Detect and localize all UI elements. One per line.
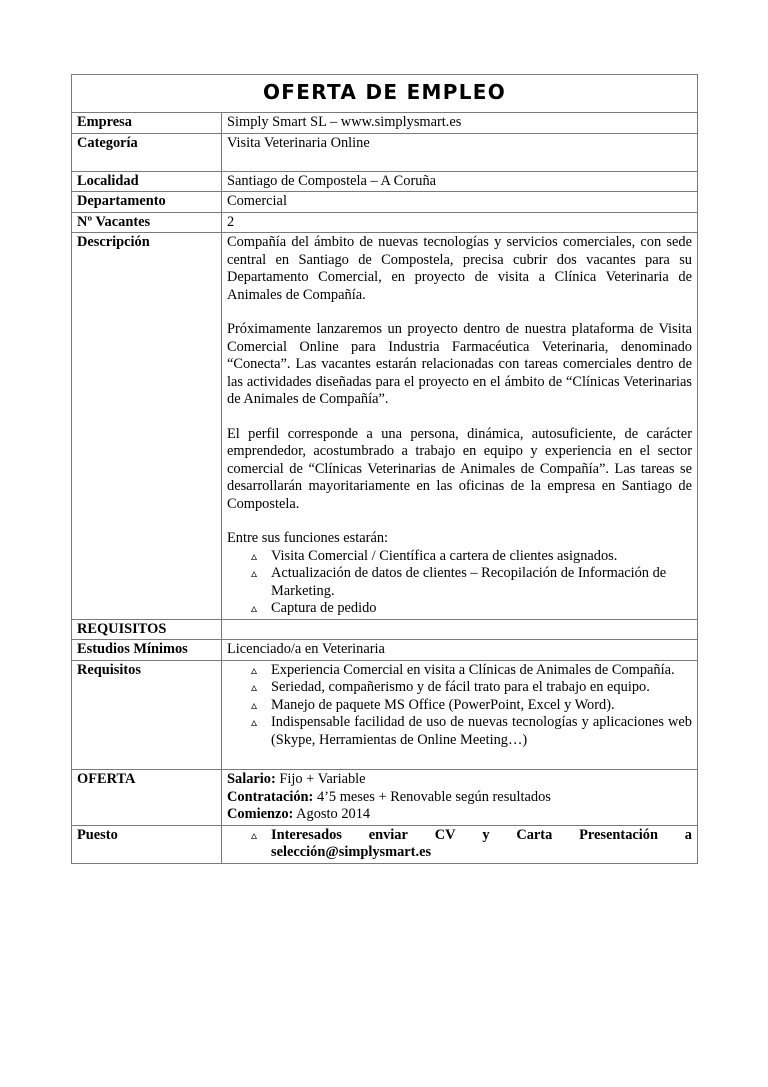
list-item: ▵ Seriedad, compañerismo y de fácil trato para el trabajo en equipo. (251, 679, 650, 695)
descripcion-paragraph-1: Compañía del ámbito de nuevas tecnologías y servicios comerciales, con sede central en Santiago de Compostela, precisa cubrir dos vacantes para su Departamento Comercial, en proyecto de visita a Clínica Veterinaria de Animales de Compañía. (227, 234, 692, 303)
list-item: ▵ Captura de pedido (251, 600, 377, 616)
triangle-bullet-icon: ▵ (251, 715, 258, 729)
triangle-bullet-icon: ▵ (251, 566, 258, 580)
triangle-bullet-icon: ▵ (251, 827, 258, 842)
job-offer-table (71, 74, 698, 864)
label-puesto: Puesto (72, 825, 222, 863)
funciones-intro: Entre sus funciones estarán: (227, 530, 389, 546)
row-localidad (72, 171, 698, 192)
list-item: ▵ Actualización de datos de clientes – Recopilación de Información de Marketing. (251, 565, 667, 599)
label-vacantes: Nº Vacantes (72, 212, 222, 233)
triangle-bullet-icon: ▵ (251, 662, 258, 677)
value-vacantes: 2 (222, 212, 698, 233)
label-descripcion: Descripción (72, 233, 222, 620)
requisitos-list (227, 662, 692, 750)
triangle-bullet-icon: ▵ (251, 548, 258, 563)
page-title: OFERTA DE EMPLEO (262, 80, 507, 104)
row-requisitos (72, 660, 698, 770)
value-categoria: Visita Veterinaria Online (222, 133, 698, 171)
contratacion-line: Contratación: 4’5 meses + Renovable según resultados (227, 788, 551, 805)
triangle-bullet-icon: ▵ (251, 601, 258, 615)
row-departamento (72, 192, 698, 213)
descripcion-paragraph-2: Próximamente lanzaremos un proyecto dentro de nuestra plataforma de Visita Comercial Online para Industria Farmacéutica Veterinaria, denominado “Conecta”. Las vacantes estarán relacionadas con tareas comerciales dentro de las actividades diseñadas para el proyecto en el ámbito de “Clínicas Veterinarias de Animales de Compañía”. (227, 321, 692, 407)
label-requisitos-header: REQUISITOS (72, 619, 222, 640)
value-empresa: Simply Smart SL – www.simplysmart.es (222, 113, 698, 134)
salario-line: Salario: Fijo + Variable (227, 771, 366, 787)
label-departamento: Departamento (72, 192, 222, 213)
row-categoria (72, 133, 698, 171)
value-estudios: Licenciado/a en Veterinaria (222, 640, 698, 661)
value-departamento: Comercial (222, 192, 698, 213)
row-requisitos-header (72, 619, 698, 640)
funciones-list (227, 548, 692, 618)
list-item: ▵ Manejo de paquete MS Office (PowerPoint, Excel y Word). (251, 696, 615, 713)
list-item: ▵ Visita Comercial / Científica a cartera de clientes asignados. (251, 547, 618, 564)
triangle-bullet-icon: ▵ (251, 697, 258, 712)
value-oferta (222, 770, 698, 826)
value-puesto (222, 825, 698, 863)
contact-email[interactable]: selección@simplysmart.es (271, 844, 432, 860)
list-item: ▵ Experiencia Comercial en visita a Clínicas de Animales de Compañía. (251, 661, 675, 678)
triangle-bullet-icon: ▵ (251, 680, 258, 694)
value-localidad: Santiago de Compostela – A Coruña (222, 171, 698, 192)
comienzo-line: Comienzo: Agosto 2014 (227, 806, 371, 822)
label-localidad: Localidad (72, 171, 222, 192)
label-estudios: Estudios Mínimos (72, 640, 222, 661)
label-requisitos: Requisitos (72, 660, 222, 770)
row-estudios (72, 640, 698, 661)
label-oferta: OFERTA (72, 770, 222, 826)
label-categoria: Categoría (72, 133, 222, 171)
puesto-list (227, 827, 692, 862)
row-puesto (72, 825, 698, 863)
row-vacantes (72, 212, 698, 233)
list-item: ▵ Interesados enviar CV y Carta Presentación a selección@simplysmart.es (251, 826, 692, 860)
value-descripcion (222, 233, 698, 620)
title-row (72, 75, 698, 113)
label-empresa: Empresa (72, 113, 222, 134)
row-descripcion (72, 233, 698, 620)
row-oferta (72, 770, 698, 826)
row-empresa (72, 113, 698, 134)
descripcion-paragraph-3: El perfil corresponde a una persona, dinámica, autosuficiente, de carácter emprendedor, acostumbrado a trabajo en equipo y experiencia en el sector comercial de “Clínicas Veterinarias de Animales de Compañía”. Las tareas se desarrollarán mayoritariamente en las oficinas de la empresa en Santiago de Compostela. (227, 425, 692, 512)
list-item: ▵ Indispensable facilidad de uso de nuevas tecnologías y aplicaciones web (Skype, Herramientas de Online Meeting…) (251, 714, 692, 748)
value-requisitos (222, 660, 698, 770)
